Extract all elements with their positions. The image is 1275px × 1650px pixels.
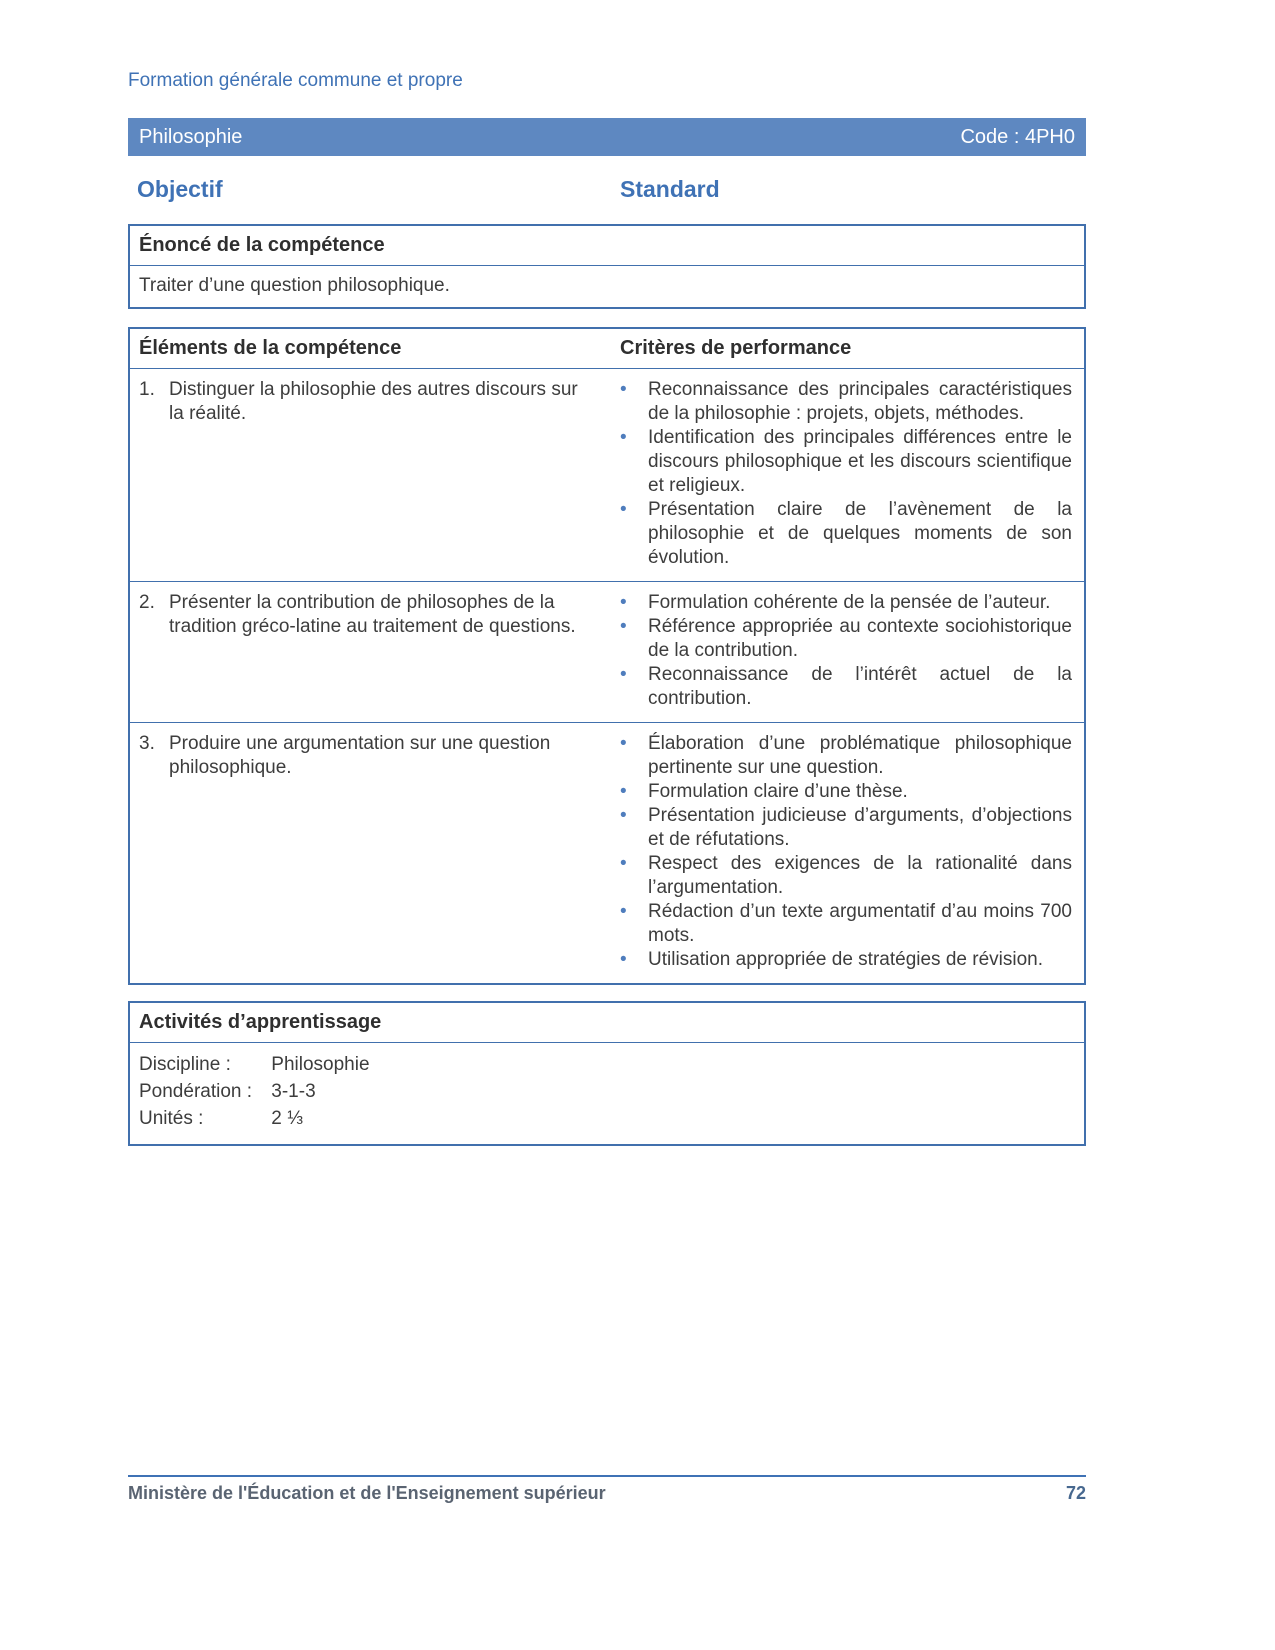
activite-label: Discipline : — [139, 1054, 231, 1075]
section-headings — [128, 176, 1086, 208]
element-cell — [130, 582, 612, 722]
activite-label: Pondération : — [139, 1081, 253, 1102]
element-cell — [130, 723, 612, 983]
bullet-icon: • — [620, 379, 627, 400]
footer-ministry-label: Ministère de l'Éducation et de l'Enseignement supérieur — [128, 1483, 606, 1503]
footer-page-number: 72 — [1065, 1483, 1086, 1503]
criterion-item — [620, 591, 1072, 615]
course-title: Philosophie — [139, 125, 243, 148]
bullet-icon: • — [620, 949, 627, 970]
enonce-header: Énoncé de la compétence — [130, 226, 1084, 266]
course-code: Code : 4PH0 — [960, 125, 1075, 148]
activite-row-unites — [139, 1105, 1075, 1132]
course-title-bar — [128, 118, 1086, 156]
element-number: 3. — [139, 733, 155, 754]
criterion-item — [620, 900, 1072, 948]
criterion-item — [620, 498, 1072, 570]
criterion-text: Utilisation appropriée de stratégies de révision. — [648, 949, 1043, 970]
activite-value: 2 ⅓ — [271, 1108, 303, 1129]
criterion-item — [620, 780, 1072, 804]
criterion-text: Reconnaissance de l’intérêt actuel de la contribution. — [648, 664, 1072, 709]
criterion-text: Respect des exigences de la rationalité dans l’argumentation. — [648, 853, 1072, 898]
criterion-text: Présentation judicieuse d’arguments, d’objections et de réfutations. — [648, 805, 1072, 850]
criterion-text: Reconnaissance des principales caractéristiques de la philosophie : projets, objets, méthodes. — [648, 379, 1072, 424]
objectif-heading: Objectif — [137, 176, 223, 202]
page-footer — [128, 1475, 1086, 1504]
criterion-text: Identification des principales différences entre le discours philosophique et les discours scientifique et religieux. — [648, 427, 1072, 496]
activite-row-discipline — [139, 1051, 1075, 1078]
bullet-icon: • — [620, 733, 627, 754]
bullet-icon: • — [620, 901, 627, 922]
criterion-item — [620, 732, 1072, 780]
competence-row-1 — [130, 369, 1084, 582]
competence-row-3 — [130, 723, 1084, 983]
criterion-item — [620, 852, 1072, 900]
element-number: 2. — [139, 592, 155, 613]
element-number: 1. — [139, 379, 155, 400]
competence-table — [128, 327, 1086, 985]
bullet-icon: • — [620, 781, 627, 802]
standard-heading: Standard — [620, 176, 720, 202]
activite-label: Unités : — [139, 1108, 204, 1129]
bullet-icon: • — [620, 427, 627, 448]
criterion-text: Formulation cohérente de la pensée de l’auteur. — [648, 592, 1051, 613]
activites-box — [128, 1001, 1086, 1146]
elements-column-header: Éléments de la compétence — [139, 337, 402, 359]
activite-row-ponderation — [139, 1078, 1075, 1105]
criterion-item — [620, 615, 1072, 663]
enonce-body: Traiter d’une question philosophique. — [139, 275, 450, 296]
criterion-item — [620, 378, 1072, 426]
bullet-icon: • — [620, 499, 627, 520]
bullet-icon: • — [620, 664, 627, 685]
competence-table-header — [130, 329, 1084, 369]
bullet-icon: • — [620, 805, 627, 826]
enonce-competence-box — [128, 224, 1086, 309]
criterion-item — [620, 948, 1072, 972]
criterion-text: Élaboration d’une problématique philosophique pertinente sur une question. — [648, 733, 1072, 778]
bullet-icon: • — [620, 592, 627, 613]
element-text: Présenter la contribution de philosophes de la tradition gréco-latine au traitement de questions. — [169, 592, 576, 637]
element-cell — [130, 369, 612, 581]
activite-value: 3-1-3 — [271, 1081, 316, 1102]
activites-body — [130, 1043, 1084, 1144]
criteres-column-header: Critères de performance — [620, 337, 852, 359]
criterion-item — [620, 426, 1072, 498]
criteria-cell — [612, 582, 1084, 722]
criterion-text: Formulation claire d’une thèse. — [648, 781, 908, 802]
criterion-text: Rédaction d’un texte argumentatif d’au moins 700 mots. — [648, 901, 1072, 946]
competence-row-2 — [130, 582, 1084, 723]
element-text: Distinguer la philosophie des autres discours sur la réalité. — [169, 379, 578, 424]
bullet-icon: • — [620, 853, 627, 874]
activite-value: Philosophie — [271, 1054, 370, 1075]
criteria-cell — [612, 723, 1084, 983]
criteria-cell — [612, 369, 1084, 581]
document-category-label: Formation générale commune et propre — [128, 70, 463, 91]
criterion-text: Présentation claire de l’avènement de la philosophie et de quelques moments de son évolution. — [648, 499, 1072, 568]
activites-header: Activités d’apprentissage — [130, 1003, 1084, 1043]
bullet-icon: • — [620, 616, 627, 637]
document-page — [128, 0, 1086, 1146]
criterion-item — [620, 663, 1072, 711]
element-text: Produire une argumentation sur une question philosophique. — [169, 733, 551, 778]
criterion-text: Référence appropriée au contexte sociohistorique de la contribution. — [648, 616, 1072, 661]
criterion-item — [620, 804, 1072, 852]
